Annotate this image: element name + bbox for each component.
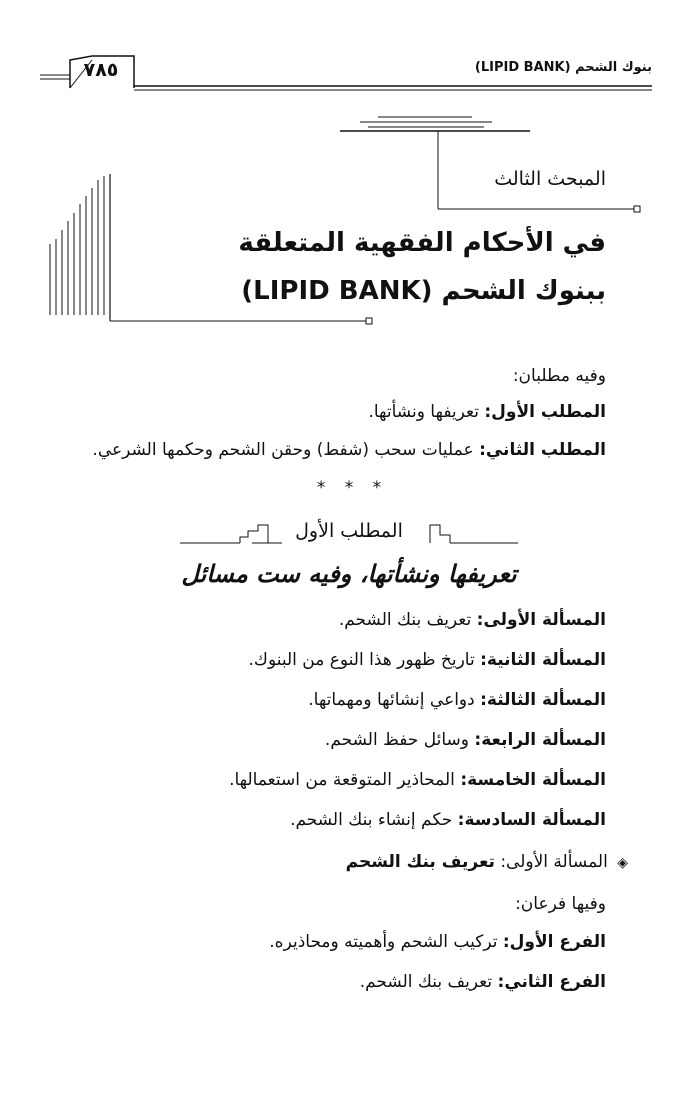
outline-item-text: تعريفها ونشأتها. (368, 402, 479, 422)
issue-label: المسألة الرابعة: (474, 730, 606, 750)
issue1-heading-label: المسألة الأولى: (500, 852, 608, 872)
subsection-title: تعريفها ونشأتها، وفيه ست مسائل (181, 560, 517, 588)
branch-label: الفرع الأول: (502, 932, 606, 952)
outline-item (92, 440, 606, 460)
issue-text: دواعي إنشائها ومهماتها. (308, 690, 475, 710)
outline-item-label: المطلب الأول: (484, 402, 606, 422)
branch-item (360, 972, 606, 992)
branch-item (269, 932, 606, 952)
page-number: ٧٨٥ (83, 59, 119, 81)
issue-item (339, 610, 606, 630)
branch-text: تعريف بنك الشحم. (359, 972, 493, 992)
issue-label: المسألة الأولى: (476, 610, 606, 630)
issue-label: المسألة الثانية: (480, 650, 606, 670)
branch-label: الفرع الثاني: (497, 972, 606, 992)
header-rule-decoration (0, 0, 698, 110)
issue1-intro: وفيها فرعان: (515, 894, 606, 914)
outline-item (368, 402, 606, 422)
outline-item-label: المطلب الثاني: (479, 440, 606, 460)
branch-text: تركيب الشحم وأهميته ومحاذيره. (269, 932, 498, 952)
issue-text: تعريف بنك الشحم. (338, 610, 472, 630)
issue-label: المسألة الثالثة: (480, 690, 606, 710)
issue-text: المحاذير المتوقعة من استعمالها. (229, 770, 455, 790)
outline-item-text: عمليات سحب (شفط) وحقن الشحم وحكمها الشرعي. (92, 440, 474, 460)
section-label: المبحث الثالث (494, 168, 606, 190)
diamond-bullet-icon: ◈ (617, 855, 628, 871)
issue-label: المسألة الخامسة: (460, 770, 606, 790)
subsection-label: المطلب الأول (295, 520, 403, 542)
issue-item (290, 810, 606, 830)
issue-item (249, 650, 606, 670)
chapter-title-line2: ببنوك الشحم (LIPID BANK) (241, 276, 606, 306)
issue-item (325, 730, 606, 750)
issue1-heading (346, 852, 628, 872)
issue-label: المسألة السادسة: (457, 810, 606, 830)
issue-text: وسائل حفظ الشحم. (324, 730, 469, 750)
issue-text: حكم إنشاء بنك الشحم. (290, 810, 453, 830)
running-header-title: بنوك الشحم (LIPID BANK) (474, 60, 652, 75)
issue1-heading-title: تعريف بنك الشحم (345, 852, 495, 872)
separator-stars: * * * (316, 478, 382, 498)
chapter-title-line1: في الأحكام الفقهية المتعلقة (238, 228, 606, 258)
issue-text: تاريخ ظهور هذا النوع من البنوك. (248, 650, 475, 670)
issue-item (229, 770, 606, 790)
issue-item (308, 690, 606, 710)
outline-intro: وفيه مطلبان: (512, 366, 606, 386)
